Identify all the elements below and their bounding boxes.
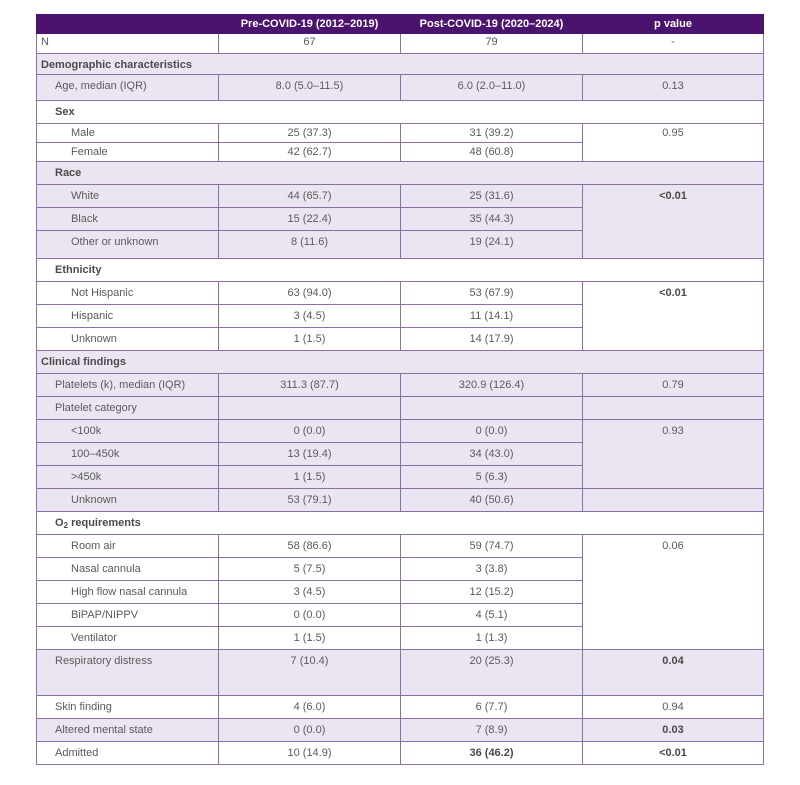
p-value: 0.79 [583,374,764,397]
table-row [37,124,764,143]
section-heading: Clinical findings [37,351,764,374]
pre-value: 1 (1.5) [219,328,401,351]
post-value: 5 (6.3) [401,466,583,489]
section-row-clinical [37,351,764,374]
pre-value: 0 (0.0) [219,604,401,627]
p-value: <0.01 [583,282,764,351]
pre-value: 42 (62.7) [219,143,401,162]
pre-value: 7 (10.4) [219,650,401,696]
post-value: 14 (17.9) [401,328,583,351]
p-value: 0.93 [583,420,764,489]
row-label: Room air [37,535,219,558]
post-value: 11 (14.1) [401,305,583,328]
pre-value: 15 (22.4) [219,208,401,231]
subsection-row-sex [37,101,764,124]
row-label: BiPAP/NIPPV [37,604,219,627]
row-label: <100k [37,420,219,443]
post-value-empty [401,397,583,420]
p-value-empty [583,489,764,512]
p-value: 0.95 [583,124,764,162]
row-label: White [37,185,219,208]
post-value: 35 (44.3) [401,208,583,231]
post-value: 4 (5.1) [401,604,583,627]
header-pre-covid: Pre-COVID-19 (2012–2019) [219,15,401,34]
table-row [37,420,764,443]
pre-value: 0 (0.0) [219,719,401,742]
pre-value: 1 (1.5) [219,466,401,489]
post-value: 48 (60.8) [401,143,583,162]
pre-value-empty [219,397,401,420]
pre-value: 53 (79.1) [219,489,401,512]
post-value: 19 (24.1) [401,231,583,259]
p-value: 0.06 [583,535,764,650]
table-row-platelet-category [37,397,764,420]
row-label: Admitted [37,742,219,765]
post-value: 53 (67.9) [401,282,583,305]
row-label: High flow nasal cannula [37,581,219,604]
table-row [37,489,764,512]
header-post-covid: Post-COVID-19 (2020–2024) [401,15,583,34]
table-row [37,282,764,305]
post-value: 320.9 (126.4) [401,374,583,397]
pre-value: 4 (6.0) [219,696,401,719]
pre-value: 67 [219,34,401,54]
post-value: 31 (39.2) [401,124,583,143]
post-value: 36 (46.2) [401,742,583,765]
post-value: 3 (3.8) [401,558,583,581]
post-value: 79 [401,34,583,54]
table-row-n [37,34,764,54]
pre-value: 63 (94.0) [219,282,401,305]
row-label: >450k [37,466,219,489]
section-heading: Demographic characteristics [37,54,764,75]
o2-subscript: 2 [63,521,69,530]
pre-value: 3 (4.5) [219,305,401,328]
row-label: Male [37,124,219,143]
post-value: 40 (50.6) [401,489,583,512]
pre-value: 5 (7.5) [219,558,401,581]
table-row-altered-mental-state [37,719,764,742]
pre-value: 25 (37.3) [219,124,401,143]
row-label: Unknown [37,328,219,351]
p-value-empty [583,397,764,420]
row-label: Age, median (IQR) [37,75,219,101]
post-value: 7 (8.9) [401,719,583,742]
table-row [37,535,764,558]
o2-suffix: requirements [68,517,141,529]
p-value: - [583,34,764,54]
p-value: 0.03 [583,719,764,742]
table-row-respiratory-distress [37,650,764,696]
table-row-platelets [37,374,764,397]
row-label: Black [37,208,219,231]
row-label: Unknown [37,489,219,512]
header-p-value: p value [583,15,764,34]
post-value: 59 (74.7) [401,535,583,558]
row-label: 100–450k [37,443,219,466]
pre-value: 13 (19.4) [219,443,401,466]
row-label: Nasal cannula [37,558,219,581]
table-row-admitted [37,742,764,765]
row-label: Platelet category [37,397,219,420]
row-label: Female [37,143,219,162]
pre-value: 311.3 (87.7) [219,374,401,397]
subsection-row-ethnicity [37,259,764,282]
table-row-skin-finding [37,696,764,719]
subsection-row-o2 [37,512,764,535]
post-value: 0 (0.0) [401,420,583,443]
row-label: Hispanic [37,305,219,328]
row-label: Not Hispanic [37,282,219,305]
header-row [37,15,764,34]
section-row-demographic [37,54,764,75]
subsection-heading: Ethnicity [37,259,764,282]
subsection-heading: Sex [37,101,764,124]
header-variable [37,15,219,34]
comparison-table [36,14,764,765]
p-value: <0.01 [583,185,764,259]
row-label: N [37,34,219,54]
subsection-heading [37,512,764,535]
subsection-row-race [37,162,764,185]
pre-value: 58 (86.6) [219,535,401,558]
p-value: <0.01 [583,742,764,765]
pre-value: 1 (1.5) [219,627,401,650]
post-value: 6.0 (2.0–11.0) [401,75,583,101]
row-label: Altered mental state [37,719,219,742]
post-value: 25 (31.6) [401,185,583,208]
subsection-heading: Race [37,162,764,185]
row-label: Platelets (k), median (IQR) [37,374,219,397]
pre-value: 8.0 (5.0–11.5) [219,75,401,101]
p-value: 0.94 [583,696,764,719]
table-row-age [37,75,764,101]
pre-value: 44 (65.7) [219,185,401,208]
post-value: 1 (1.3) [401,627,583,650]
post-value: 6 (7.7) [401,696,583,719]
p-value: 0.04 [583,650,764,696]
pre-value: 3 (4.5) [219,581,401,604]
pre-value: 0 (0.0) [219,420,401,443]
post-value: 12 (15.2) [401,581,583,604]
post-value: 34 (43.0) [401,443,583,466]
pre-value: 10 (14.9) [219,742,401,765]
pre-value: 8 (11.6) [219,231,401,259]
row-label: Respiratory distress [37,650,219,696]
row-label: Ventilator [37,627,219,650]
table-row [37,185,764,208]
row-label: Other or unknown [37,231,219,259]
p-value: 0.13 [583,75,764,101]
row-label: Skin finding [37,696,219,719]
o2-prefix: O [55,517,64,529]
post-value: 20 (25.3) [401,650,583,696]
